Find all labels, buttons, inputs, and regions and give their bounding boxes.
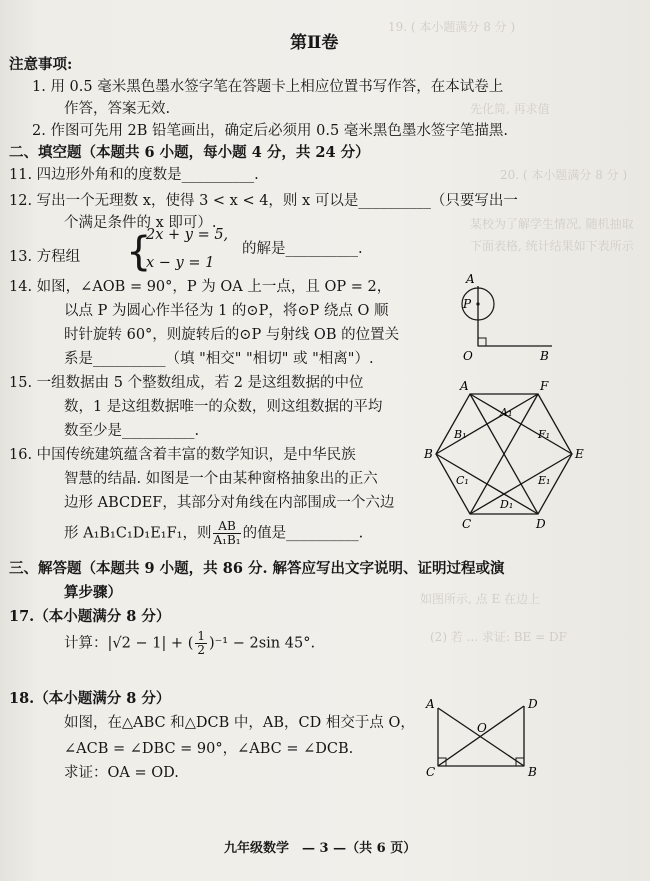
equation-2: x − y = 1 (146, 255, 215, 271)
fraction-numerator: AB (213, 520, 240, 534)
answer-heading-line-1: 三、解答题（本题共 9 小题，共 86 分. 解答应写出文字说明、证明过程或演 (9, 560, 505, 577)
expression-suffix: )⁻¹ − 2sin 45°. (209, 635, 316, 652)
label-A: A (426, 697, 435, 711)
figure-18 (424, 696, 548, 780)
note-2: 2. 作图可先用 2B 铅笔画出，确定后必须用 0.5 毫米黑色墨水签字笔描黑. (32, 123, 508, 139)
label-C: C (462, 517, 472, 531)
question-13-prefix: 13. 方程组 (9, 249, 81, 265)
fraction-denominator: 2 (197, 643, 205, 657)
bleed-through-text: 下面表格, 统计结果如下表所示 (470, 239, 634, 253)
bleed-through-text: 某校为了解学生情况, 随机抽取 (470, 217, 634, 231)
question-18-line-3: 求证：OA = OD. (64, 765, 179, 781)
bleed-through-text: 20. ( 本小题满分 8 分 ) (500, 168, 628, 182)
fill-in-heading: 二、填空题（本题共 6 小题，每小题 4 分，共 24 分） (9, 144, 370, 161)
label-B1: B₁ (454, 428, 467, 441)
label-A: A (466, 272, 475, 286)
question-14-line-3: 时针旋转 60°，则旋转后的⊙P 与射线 OB 的位置关 (64, 327, 400, 343)
question-16-prefix: 形 A₁B₁C₁D₁E₁F₁，则 (64, 525, 212, 542)
question-15-line-3: 数至少是__________. (64, 423, 200, 439)
bleed-through-text: 19. ( 本小题满分 8 分 ) (388, 20, 516, 34)
answer-heading-line-2: 算步骤） (64, 584, 122, 601)
fraction-denominator: A₁B₁ (213, 533, 241, 547)
bleed-through-text: 先化简, 再求值 (470, 102, 550, 116)
question-14-line-1: 14. 如图，∠AOB = 90°，P 为 OA 上一点，且 OP = 2， (9, 279, 392, 295)
question-16-line-2: 智慧的结晶. 如图是一个由某种窗格抽象出的正六 (64, 471, 378, 487)
question-18-line-2: ∠ACB = ∠DBC = 90°，∠ABC = ∠DCB. (64, 741, 354, 757)
bleed-through-text: 如图所示, 点 E 在边上 (420, 592, 541, 606)
question-13-suffix: 的解是__________. (242, 241, 363, 257)
label-A1: A₁ (500, 406, 513, 419)
question-17-expression (64, 630, 315, 657)
label-F1: F₁ (538, 428, 551, 441)
question-18-line-1: 如图，在△ABC 和△DCB 中，AB，CD 相交于点 O， (64, 715, 415, 731)
label-B: B (528, 765, 537, 779)
figure-14 (448, 268, 558, 364)
equation-1: 2x + y = 5, (146, 227, 229, 243)
question-15-line-1: 15. 一组数据由 5 个整数组成，若 2 是这组数据的中位 (9, 375, 364, 391)
question-14-line-4: 系是__________（填 "相交" "相切" 或 "相离"）. (64, 351, 374, 367)
bleed-through-text: (2) 若 ... 求证: BE = DF (430, 630, 567, 644)
question-14-line-2: 以点 P 为圆心作半径为 1 的⊙P，将⊙P 绕点 O 顺 (64, 303, 389, 319)
question-17-heading: 17.（本小题满分 8 分） (9, 608, 171, 625)
label-E: E (575, 447, 584, 461)
label-F: F (540, 379, 549, 393)
question-12-line-1: 12. 写出一个无理数 x，使得 3 < x < 4，则 x 可以是__________（只要写出一 (9, 193, 518, 209)
label-D1: D₁ (500, 498, 514, 511)
label-D: D (528, 697, 538, 711)
notes-heading: 注意事项: (9, 56, 73, 73)
label-D: D (536, 517, 546, 531)
fraction-numerator: 1 (197, 629, 205, 643)
section-title: 第Ⅱ卷 (290, 33, 339, 53)
question-15-line-2: 数，1 是这组数据唯一的众数，则这组数据的平均 (64, 399, 383, 415)
question-18-heading: 18.（本小题满分 8 分） (9, 690, 171, 707)
half-fraction (195, 630, 207, 657)
figure-16-hexagon (424, 379, 592, 531)
note-1-line-1: 1. 用 0.5 毫米黑色墨水签字笔在答题卡上相应位置书写作答，在本试卷上 (32, 79, 504, 95)
question-16-line-4 (64, 520, 363, 547)
question-16-line-3: 边形 ABCDEF，其部分对角线在内部围成一个六边 (64, 495, 395, 511)
label-O: O (477, 721, 487, 735)
label-C1: C₁ (456, 474, 469, 487)
question-12-line-2: 个满足条件的 x 即可）. (64, 215, 217, 231)
label-E1: E₁ (538, 474, 551, 487)
label-A: A (460, 379, 469, 393)
label-O: O (463, 349, 473, 363)
question-16-line-1: 16. 中国传统建筑蕴含着丰富的数学知识，是中华民族 (9, 447, 356, 463)
label-C: C (426, 765, 436, 779)
question-11: 11. 四边形外角和的度数是__________. (9, 167, 259, 183)
label-B: B (424, 447, 433, 461)
label-P: P (463, 297, 472, 311)
ratio-fraction (213, 520, 240, 547)
page-footer: 九年级数学 — 3 —（共 6 页） (224, 841, 417, 856)
expression-prefix: 计算：|√2 − 1| + ( (64, 635, 194, 652)
question-16-suffix: 的值是__________. (242, 525, 364, 542)
label-B: B (540, 349, 549, 363)
note-1-line-2: 作答，答案无效. (64, 101, 171, 117)
brace-symbol: { (126, 229, 152, 275)
